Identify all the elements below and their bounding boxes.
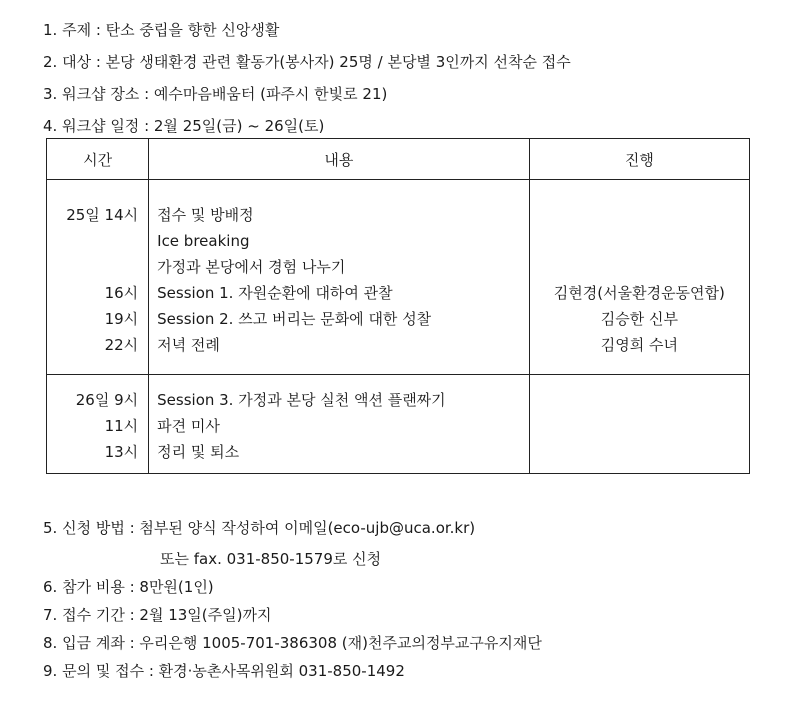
header-lead: 진행 bbox=[529, 139, 749, 180]
day1-lead: 김영희 수녀 bbox=[600, 336, 678, 354]
day1-content: Session 1. 자원순환에 대하여 관찰 bbox=[157, 284, 393, 302]
header-time: 시간 bbox=[47, 139, 149, 180]
item-contact: 9. 문의 및 접수 : 환경·농촌사목위원회 031-850-1492 bbox=[43, 662, 405, 680]
table-header-row bbox=[47, 139, 750, 180]
item-target: 2. 대상 : 본당 생태환경 관련 활동가(봉사자) 25명 / 본당별 3인까지 선착순 접수 bbox=[43, 53, 571, 71]
day2-leads bbox=[529, 375, 749, 474]
schedule-table bbox=[46, 138, 750, 474]
day1-time: 16시 bbox=[104, 284, 139, 302]
day1-content: 접수 및 방배정 bbox=[157, 206, 254, 224]
day1-leads bbox=[529, 180, 749, 375]
day1-lead bbox=[531, 254, 748, 280]
day2-content: Session 3. 가정과 본당 실천 액션 플랜짜기 bbox=[157, 391, 446, 409]
item-apply-method-cont: 또는 fax. 031-850-1579로 신청 bbox=[160, 550, 382, 568]
day2-time: 11시 bbox=[104, 417, 139, 435]
day1-content: Session 2. 쓰고 버리는 문화에 대한 성찰 bbox=[157, 310, 432, 328]
item-account: 8. 입금 계좌 : 우리은행 1005-701-386308 (재)천주교의정부교구유지재단 bbox=[43, 634, 542, 652]
day1-time bbox=[48, 228, 138, 254]
day2-contents bbox=[149, 375, 530, 474]
day2-times bbox=[47, 375, 149, 474]
day1-lead bbox=[531, 228, 748, 254]
item-schedule-title: 4. 워크샵 일정 : 2월 25일(금) ~ 26일(토) bbox=[43, 117, 325, 135]
item-subject: 1. 주제 : 탄소 중립을 향한 신앙생활 bbox=[43, 21, 280, 39]
day2-time: 26일 9시 bbox=[75, 391, 139, 409]
day1-lead: 김현경(서울환경운동연합) bbox=[553, 284, 725, 302]
day1-content: 저녁 전례 bbox=[157, 336, 220, 354]
table-row-day1 bbox=[47, 180, 750, 375]
item-apply-method: 5. 신청 방법 : 첨부된 양식 작성하여 이메일(eco-ujb@uca.or.kr) bbox=[43, 519, 476, 537]
day1-contents bbox=[149, 180, 530, 375]
day1-time: 25일 14시 bbox=[66, 206, 139, 224]
day1-times bbox=[47, 180, 149, 375]
day2-content: 파견 미사 bbox=[157, 417, 220, 435]
day1-time: 22시 bbox=[104, 336, 139, 354]
day1-content: Ice breaking bbox=[157, 232, 250, 250]
item-deadline: 7. 접수 기간 : 2월 13일(주일)까지 bbox=[43, 606, 272, 624]
day1-content: 가정과 본당에서 경험 나누기 bbox=[157, 258, 346, 276]
day1-lead: 김승한 신부 bbox=[600, 310, 678, 328]
header-content: 내용 bbox=[149, 139, 530, 180]
day2-content: 정리 및 퇴소 bbox=[157, 443, 240, 461]
table-row-day2 bbox=[47, 375, 750, 474]
day1-lead bbox=[531, 202, 748, 228]
day1-time bbox=[48, 254, 138, 280]
item-fee: 6. 참가 비용 : 8만원(1인) bbox=[43, 578, 214, 596]
item-place: 3. 워크샵 장소 : 예수마음배움터 (파주시 한빛로 21) bbox=[43, 85, 388, 103]
day1-time: 19시 bbox=[104, 310, 139, 328]
day2-time: 13시 bbox=[104, 443, 139, 461]
